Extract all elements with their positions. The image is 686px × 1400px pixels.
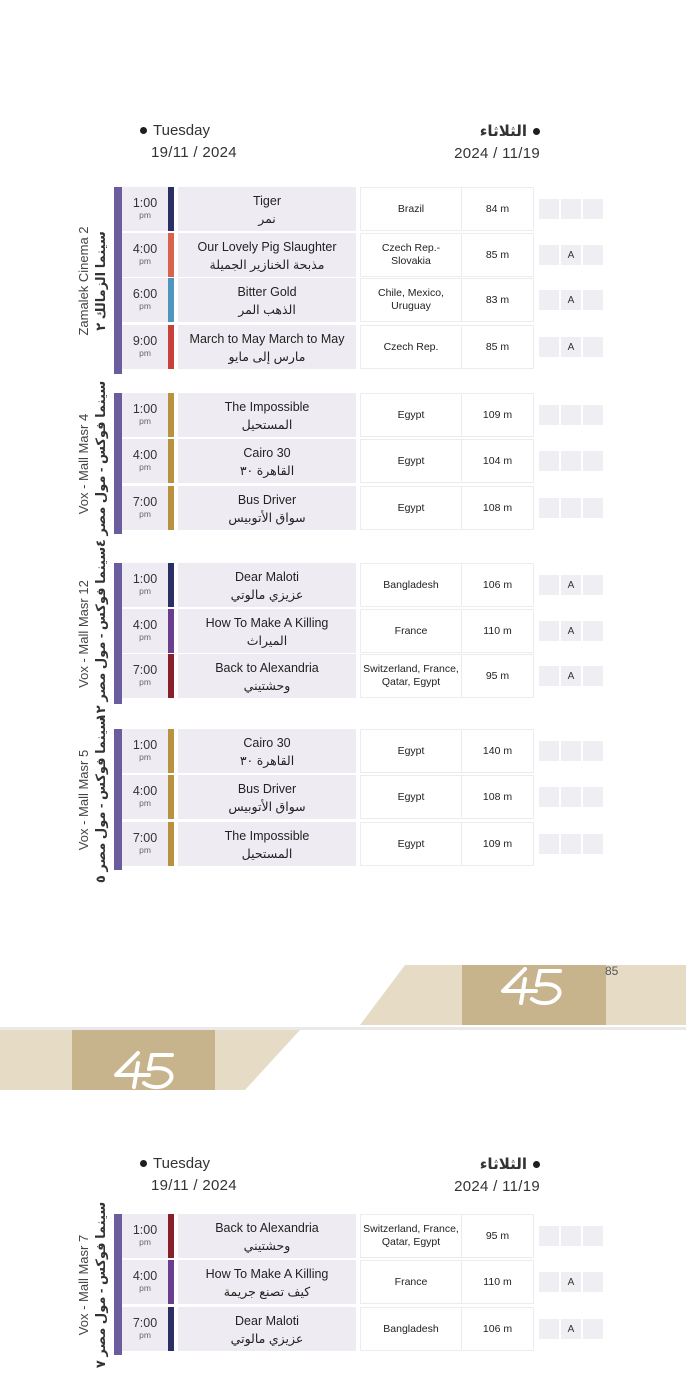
- date-en: 19/11 / 2024: [151, 1177, 237, 1194]
- showtime-cell: [122, 822, 168, 866]
- screening-row[interactable]: [122, 1307, 612, 1352]
- film-title-cell[interactable]: [178, 439, 356, 483]
- screening-row[interactable]: [122, 1260, 612, 1305]
- rating-box: [561, 741, 581, 761]
- venue-accent-bar: [114, 187, 122, 374]
- film-title-cell[interactable]: [178, 654, 356, 698]
- country: Brazil: [397, 202, 425, 215]
- venue-block: [0, 1201, 686, 1368]
- showtime: 1:00: [132, 1223, 158, 1237]
- film-title-ar: سواق الأتوبيس: [228, 511, 306, 525]
- showtime: 4:00: [132, 448, 158, 462]
- film-title-ar: وحشتيني: [243, 1239, 291, 1253]
- rating-box: [539, 1226, 559, 1246]
- country-cell: [360, 729, 462, 773]
- film-title-cell[interactable]: [178, 1260, 356, 1304]
- duration: 85 m: [485, 341, 510, 353]
- duration-cell: [462, 563, 534, 607]
- rating-box: [539, 787, 559, 807]
- country: Switzerland, France, Qatar, Egypt: [363, 663, 459, 688]
- duration: 84 m: [485, 203, 510, 215]
- bullet-icon: [533, 128, 540, 135]
- showtime-period: pm: [139, 348, 151, 358]
- showtime-period: pm: [139, 586, 151, 596]
- country-cell: [360, 393, 462, 437]
- showtime-cell: [122, 775, 168, 819]
- country: Egypt: [397, 408, 425, 421]
- film-title-cell[interactable]: [178, 486, 356, 530]
- film-title-cell[interactable]: [178, 1214, 356, 1258]
- rating-box: [583, 1226, 603, 1246]
- country-cell: [360, 609, 462, 653]
- country: Egypt: [397, 744, 425, 757]
- showtime-period: pm: [139, 1283, 151, 1293]
- film-title-en: Dear Maloti: [235, 570, 299, 584]
- day-name-ar: الثلاثاء: [479, 123, 527, 140]
- screening-row[interactable]: [122, 278, 612, 323]
- country-cell: [360, 486, 462, 530]
- screening-row[interactable]: [122, 393, 612, 438]
- showtime: 7:00: [132, 663, 158, 677]
- rating-box: [583, 666, 603, 686]
- duration-cell: [462, 609, 534, 653]
- screening-row[interactable]: [122, 233, 612, 278]
- screening-row[interactable]: [122, 439, 612, 484]
- screening-row[interactable]: [122, 187, 612, 232]
- showtime-cell: [122, 325, 168, 369]
- showtime: 1:00: [132, 402, 158, 416]
- screening-row[interactable]: [122, 822, 612, 867]
- section-color-bar: [168, 563, 174, 607]
- film-title-ar: مارس إلى مايو: [228, 350, 306, 364]
- film-title-ar: كيف تصنع جريمة: [223, 1285, 311, 1299]
- country: Egypt: [397, 501, 425, 514]
- day-name-en: Tuesday: [153, 122, 210, 139]
- duration: 110 m: [483, 625, 512, 637]
- venue-name-ar: سينما فوكس - مول مصر ٤: [93, 380, 108, 547]
- film-title-cell[interactable]: [178, 1307, 356, 1351]
- showtime: 6:00: [132, 287, 158, 301]
- film-title-en: Bitter Gold: [237, 285, 297, 299]
- duration: 106 m: [482, 579, 513, 591]
- showtime-cell: [122, 278, 168, 322]
- film-title-en: Bus Driver: [237, 493, 297, 507]
- rating-box: [539, 1272, 559, 1292]
- country-cell: [360, 233, 462, 277]
- showtime-cell: [122, 393, 168, 437]
- duration-cell: [462, 654, 534, 698]
- day-header-2: [0, 1155, 686, 1199]
- showtime-period: pm: [139, 798, 151, 808]
- duration-cell: [462, 1307, 534, 1351]
- rating-box: A: [561, 337, 581, 357]
- country-cell: [360, 654, 462, 698]
- venue-name-en: Vox - Mall Masr 7: [76, 1234, 91, 1335]
- film-title-en: Cairo 30: [243, 736, 291, 750]
- venue-accent-bar: [114, 393, 122, 534]
- film-title-ar: الميراث: [246, 634, 288, 648]
- rating-box: [583, 245, 603, 265]
- country: Czech Rep.: [383, 340, 439, 353]
- country: Egypt: [397, 837, 425, 850]
- showtime-cell: [122, 439, 168, 483]
- date-ar: 2024 / 11/19: [454, 145, 540, 162]
- duration-cell: [462, 486, 534, 530]
- venue-name-ar: سينما فوكس - مول مصر ١٢: [93, 546, 108, 721]
- country: France: [394, 624, 428, 637]
- duration: 140 m: [482, 745, 513, 757]
- film-title-cell[interactable]: [178, 325, 356, 369]
- venue-label: [70, 716, 114, 883]
- showtime-cell: [122, 1214, 168, 1258]
- duration-cell: [462, 278, 534, 322]
- showtime-cell: [122, 1307, 168, 1351]
- country: Bangladesh: [383, 1322, 439, 1335]
- rating-box: A: [561, 1272, 581, 1292]
- showtime-cell: [122, 729, 168, 773]
- day-header-ar: [454, 1155, 540, 1195]
- duration: 83 m: [485, 294, 510, 306]
- venue-name-ar: سينما الزمالك ٢: [93, 230, 108, 331]
- showtime-period: pm: [139, 509, 151, 519]
- venue-name-en: Zamalek Cinema 2: [76, 225, 91, 336]
- page-divider-banner: [0, 955, 686, 1095]
- rating-box: [583, 787, 603, 807]
- screening-row[interactable]: [122, 654, 612, 699]
- bullet-icon: [533, 1161, 540, 1168]
- rating-box: [583, 575, 603, 595]
- film-title-ar: عزيزي مالوتي: [230, 588, 304, 602]
- country-cell: [360, 1307, 462, 1351]
- showtime-cell: [122, 654, 168, 698]
- duration-cell: [462, 1260, 534, 1304]
- country: France: [394, 1275, 428, 1288]
- duration-cell: [462, 393, 534, 437]
- rating-box: [539, 337, 559, 357]
- duration-cell: [462, 325, 534, 369]
- country-cell: [360, 187, 462, 231]
- rating-box: [583, 741, 603, 761]
- section-color-bar: [168, 233, 174, 277]
- showtime-period: pm: [139, 845, 151, 855]
- country-cell: [360, 775, 462, 819]
- rating-box: [539, 666, 559, 686]
- film-title-cell[interactable]: [178, 233, 356, 277]
- film-title-en: Dear Maloti: [235, 1314, 299, 1328]
- country-cell: [360, 325, 462, 369]
- section-color-bar: [168, 775, 174, 819]
- showtime-period: pm: [139, 632, 151, 642]
- rating-box: [583, 405, 603, 425]
- day-header-en: [140, 122, 237, 161]
- venue-label: [70, 1201, 114, 1368]
- rating-box: [583, 1272, 603, 1292]
- duration-cell: [462, 729, 534, 773]
- duration-cell: [462, 775, 534, 819]
- film-title-en: The Impossible: [224, 829, 310, 843]
- screening-row[interactable]: [122, 729, 612, 774]
- rating-box: A: [561, 666, 581, 686]
- rating-box: [539, 741, 559, 761]
- rating-box: [539, 199, 559, 219]
- section-color-bar: [168, 393, 174, 437]
- country: Egypt: [397, 790, 425, 803]
- rating-box: [539, 498, 559, 518]
- duration-cell: [462, 233, 534, 277]
- film-title-en: The Impossible: [224, 400, 310, 414]
- section-color-bar: [168, 325, 174, 369]
- film-title-ar: مذبحة الخنازير الجميلة: [209, 258, 325, 272]
- film-title-cell[interactable]: [178, 563, 356, 607]
- rating-box: A: [561, 245, 581, 265]
- showtime-period: pm: [139, 462, 151, 472]
- rating-box: [539, 290, 559, 310]
- country-cell: [360, 1214, 462, 1258]
- showtime: 1:00: [132, 196, 158, 210]
- venue-name-en: Vox - Mall Masr 4: [76, 413, 91, 514]
- screening-row[interactable]: [122, 563, 612, 608]
- film-title-en: Our Lovely Pig Slaughter: [197, 240, 337, 254]
- showtime-period: pm: [139, 1237, 151, 1247]
- section-color-bar: [168, 1307, 174, 1351]
- date-ar: 2024 / 11/19: [454, 1178, 540, 1195]
- section-color-bar: [168, 609, 174, 653]
- rating-box: A: [561, 290, 581, 310]
- film-title-cell[interactable]: [178, 187, 356, 231]
- rating-box: [539, 834, 559, 854]
- bullet-icon: [140, 127, 147, 134]
- country: Egypt: [397, 454, 425, 467]
- duration: 95 m: [485, 1230, 510, 1242]
- country-cell: [360, 278, 462, 322]
- venue-accent-bar: [114, 729, 122, 870]
- film-title-cell[interactable]: [178, 609, 356, 653]
- rating-box: [561, 834, 581, 854]
- screening-row[interactable]: [122, 609, 612, 654]
- section-color-bar: [168, 1260, 174, 1304]
- rating-box: [561, 405, 581, 425]
- showtime: 4:00: [132, 242, 158, 256]
- showtime-cell: [122, 563, 168, 607]
- duration-cell: [462, 822, 534, 866]
- rating-box: [583, 498, 603, 518]
- showtime-cell: [122, 609, 168, 653]
- duration: 108 m: [482, 791, 513, 803]
- duration: 85 m: [485, 249, 510, 261]
- rating-box: [583, 199, 603, 219]
- film-title-ar: المستحيل: [241, 418, 293, 432]
- rating-box: [561, 199, 581, 219]
- film-title-en: Tiger: [252, 194, 281, 208]
- venue-accent-bar: [114, 1214, 122, 1355]
- showtime: 7:00: [132, 495, 158, 509]
- section-color-bar: [168, 439, 174, 483]
- country-cell: [360, 1260, 462, 1304]
- screening-row[interactable]: [122, 1214, 612, 1259]
- venue-accent-bar: [114, 563, 122, 704]
- showtime-period: pm: [139, 210, 151, 220]
- duration: 108 m: [482, 502, 513, 514]
- showtime: 7:00: [132, 831, 158, 845]
- venue-name-en: Vox - Mall Masr 5: [76, 749, 91, 850]
- film-title-ar: سواق الأتوبيس: [228, 800, 306, 814]
- rating-box: [539, 245, 559, 265]
- showtime-period: pm: [139, 677, 151, 687]
- venue-name-en: Vox - Mall Masr 12: [76, 579, 91, 688]
- section-color-bar: [168, 187, 174, 231]
- film-title-cell[interactable]: [178, 729, 356, 773]
- rating-box: [583, 337, 603, 357]
- rating-box: [583, 621, 603, 641]
- screening-row[interactable]: [122, 486, 612, 531]
- rating-box: [583, 451, 603, 471]
- day-name-en: Tuesday: [153, 1155, 210, 1172]
- showtime: 4:00: [132, 1269, 158, 1283]
- showtime: 7:00: [132, 1316, 158, 1330]
- duration-cell: [462, 439, 534, 483]
- showtime: 9:00: [132, 334, 158, 348]
- country-cell: [360, 822, 462, 866]
- section-color-bar: [168, 278, 174, 322]
- showtime-period: pm: [139, 752, 151, 762]
- showtime-period: pm: [139, 1330, 151, 1340]
- showtime-cell: [122, 1260, 168, 1304]
- venue-block: [0, 380, 686, 547]
- film-title-ar: القاهرة ٣٠: [239, 754, 295, 768]
- rating-box: A: [561, 1319, 581, 1339]
- duration: 106 m: [482, 1323, 513, 1335]
- country: Bangladesh: [383, 578, 439, 591]
- bullet-icon: [140, 1160, 147, 1167]
- rating-box: [539, 575, 559, 595]
- rating-box: [539, 451, 559, 471]
- rating-box: [583, 834, 603, 854]
- duration-cell: [462, 187, 534, 231]
- section-color-bar: [168, 729, 174, 773]
- film-title-ar: القاهرة ٣٠: [239, 464, 295, 478]
- venue-label: [70, 187, 114, 374]
- day-header-1: [0, 122, 686, 166]
- showtime: 1:00: [132, 572, 158, 586]
- day-header-ar: [454, 122, 540, 162]
- duration: 110 m: [483, 1276, 512, 1288]
- rating-box: [561, 498, 581, 518]
- film-title-ar: نمر: [258, 212, 276, 226]
- film-title-ar: المستحيل: [241, 847, 293, 861]
- day-name-ar: الثلاثاء: [479, 1156, 527, 1173]
- film-title-cell[interactable]: [178, 775, 356, 819]
- venue-name-ar: سينما فوكس - مول مصر ٥: [93, 716, 108, 883]
- country: Switzerland, France, Qatar, Egypt: [363, 1223, 459, 1248]
- showtime-period: pm: [139, 416, 151, 426]
- duration: 95 m: [485, 670, 510, 682]
- section-color-bar: [168, 822, 174, 866]
- film-title-en: How To Make A Killing: [205, 616, 329, 630]
- country: Chile, Mexico, Uruguay: [378, 287, 444, 312]
- showtime-cell: [122, 233, 168, 277]
- page-number: 85: [605, 964, 619, 978]
- film-title-en: Back to Alexandria: [215, 661, 319, 675]
- venue-block: [0, 546, 686, 721]
- rating-box: [561, 787, 581, 807]
- rating-box: [583, 290, 603, 310]
- duration: 109 m: [482, 838, 513, 850]
- film-title-en: Bus Driver: [237, 782, 297, 796]
- film-title-cell[interactable]: [178, 278, 356, 322]
- showtime: 1:00: [132, 738, 158, 752]
- film-title-en: Back to Alexandria: [215, 1221, 319, 1235]
- venue-name-ar: سينما فوكس - مول مصر ٧: [93, 1201, 108, 1368]
- venue-label: [70, 380, 114, 547]
- rating-box: A: [561, 575, 581, 595]
- film-title-ar: الذهب المر: [238, 303, 296, 317]
- film-title-ar: عزيزي مالوتي: [230, 1332, 304, 1346]
- film-title-en: How To Make A Killing: [205, 1267, 329, 1281]
- country-cell: [360, 563, 462, 607]
- rating-box: [561, 451, 581, 471]
- rating-box: [539, 405, 559, 425]
- section-color-bar: [168, 1214, 174, 1258]
- country-cell: [360, 439, 462, 483]
- duration: 109 m: [482, 409, 513, 421]
- country: Czech Rep.- Slovakia: [381, 242, 441, 267]
- film-title-cell[interactable]: [178, 393, 356, 437]
- date-en: 19/11 / 2024: [151, 144, 237, 161]
- rating-box: [583, 1319, 603, 1339]
- film-title-en: Cairo 30: [243, 446, 291, 460]
- showtime-cell: [122, 486, 168, 530]
- venue-label: [70, 546, 114, 721]
- showtime-cell: [122, 187, 168, 231]
- screening-row[interactable]: [122, 775, 612, 820]
- duration-cell: [462, 1214, 534, 1258]
- venue-block: [0, 716, 686, 883]
- duration: 104 m: [482, 455, 513, 467]
- section-color-bar: [168, 486, 174, 530]
- showtime-period: pm: [139, 256, 151, 266]
- rating-box: A: [561, 621, 581, 641]
- showtime: 4:00: [132, 784, 158, 798]
- film-title-en: March to May March to May: [189, 332, 345, 346]
- film-title-ar: وحشتيني: [243, 679, 291, 693]
- rating-box: [539, 1319, 559, 1339]
- section-color-bar: [168, 654, 174, 698]
- venue-block: [0, 187, 686, 374]
- rating-box: [561, 1226, 581, 1246]
- showtime: 4:00: [132, 618, 158, 632]
- showtime-period: pm: [139, 301, 151, 311]
- screening-row[interactable]: [122, 325, 612, 370]
- film-title-cell[interactable]: [178, 822, 356, 866]
- day-header-en: [140, 1155, 237, 1194]
- rating-box: [539, 621, 559, 641]
